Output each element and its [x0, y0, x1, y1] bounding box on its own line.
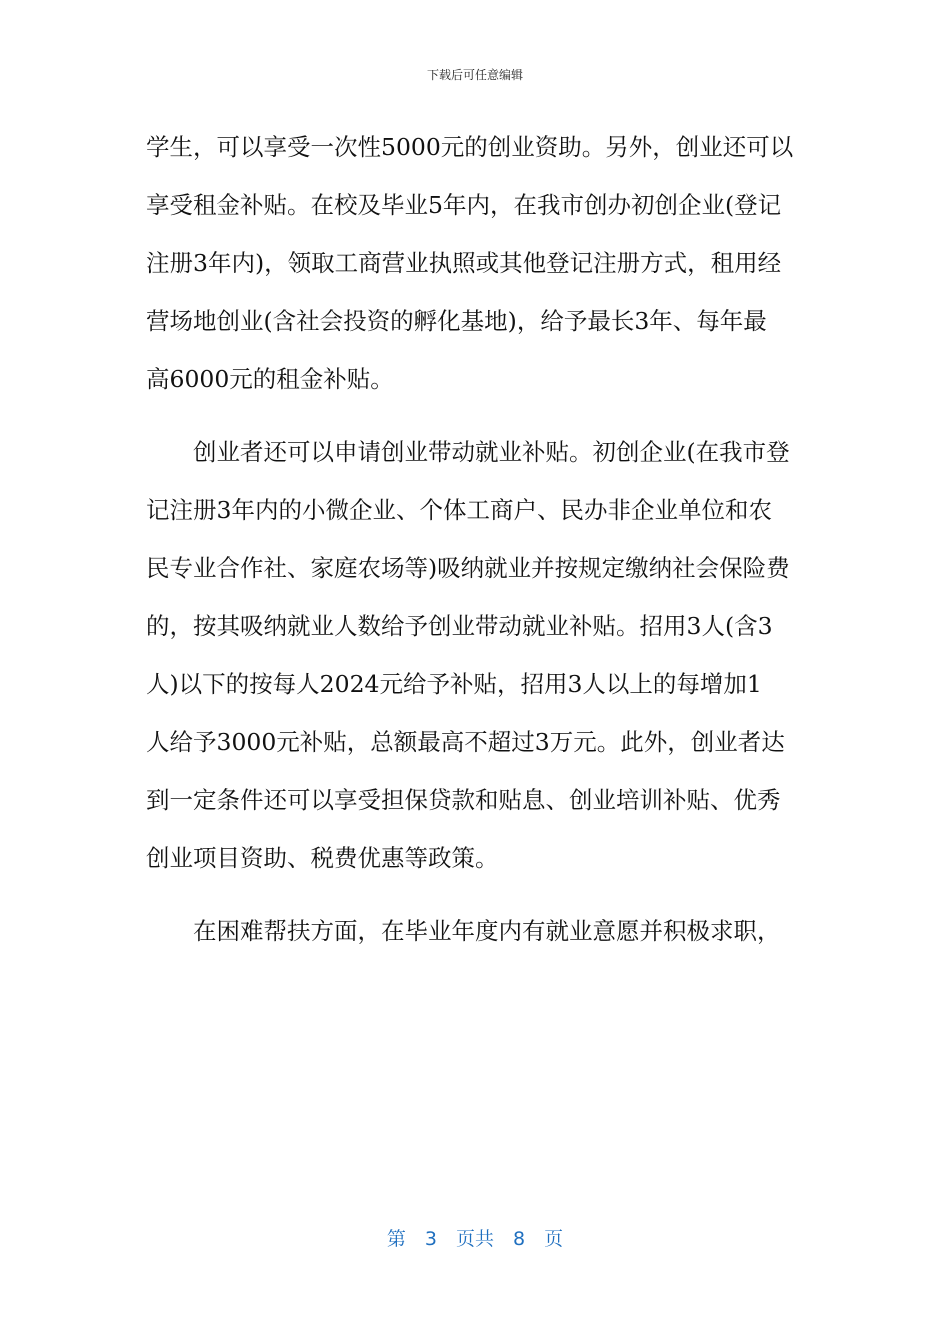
- text-line: 在困难帮扶方面，在毕业年度内有就业意愿并积极求职，: [146, 917, 781, 945]
- text-line: 人)以下的按每人2024元给予补贴，招用3人以上的每增加1: [146, 670, 762, 698]
- text-line: 的，按其吸纳就业人数给予创业带动就业补贴。招用3人(含3: [146, 612, 773, 640]
- text-line: 学生，可以享受一次性5000元的创业资助。另外，创业还可以: [146, 133, 794, 161]
- page-header: 下载后可任意编辑: [426, 68, 523, 82]
- text-line: 创业者还可以申请创业带动就业补贴。初创企业(在我市登: [146, 438, 790, 466]
- text-line: 到一定条件还可以享受担保贷款和贴息、创业培训补贴、优秀: [146, 786, 781, 814]
- document-body: [146, 118, 806, 960]
- text-line: 注册3年内)，领取工商营业执照或其他登记注册方式，租用经: [146, 249, 782, 277]
- paragraph: [146, 118, 806, 408]
- text-line: 民专业合作社、家庭农场等)吸纳就业并按规定缴纳社会保险费: [146, 554, 790, 582]
- text-line: 创业项目资助、税费优惠等政策。: [146, 844, 499, 872]
- text-line: 高6000元的租金补贴。: [146, 365, 394, 393]
- page-number: 第 3 页共 8 页: [386, 1228, 564, 1250]
- text-line: 营场地创业(含社会投资的孵化基地)，给予最长3年、每年最: [146, 307, 767, 335]
- text-line: 记注册3年内的小微企业、个体工商户、民办非企业单位和农: [146, 496, 772, 524]
- text-line: 享受租金补贴。在校及毕业5年内，在我市创办初创企业(登记: [146, 191, 782, 219]
- paragraph: [146, 902, 806, 960]
- paragraph: [146, 423, 806, 887]
- text-line: 人给予3000元补贴，总额最高不超过3万元。此外，创业者达: [146, 728, 785, 756]
